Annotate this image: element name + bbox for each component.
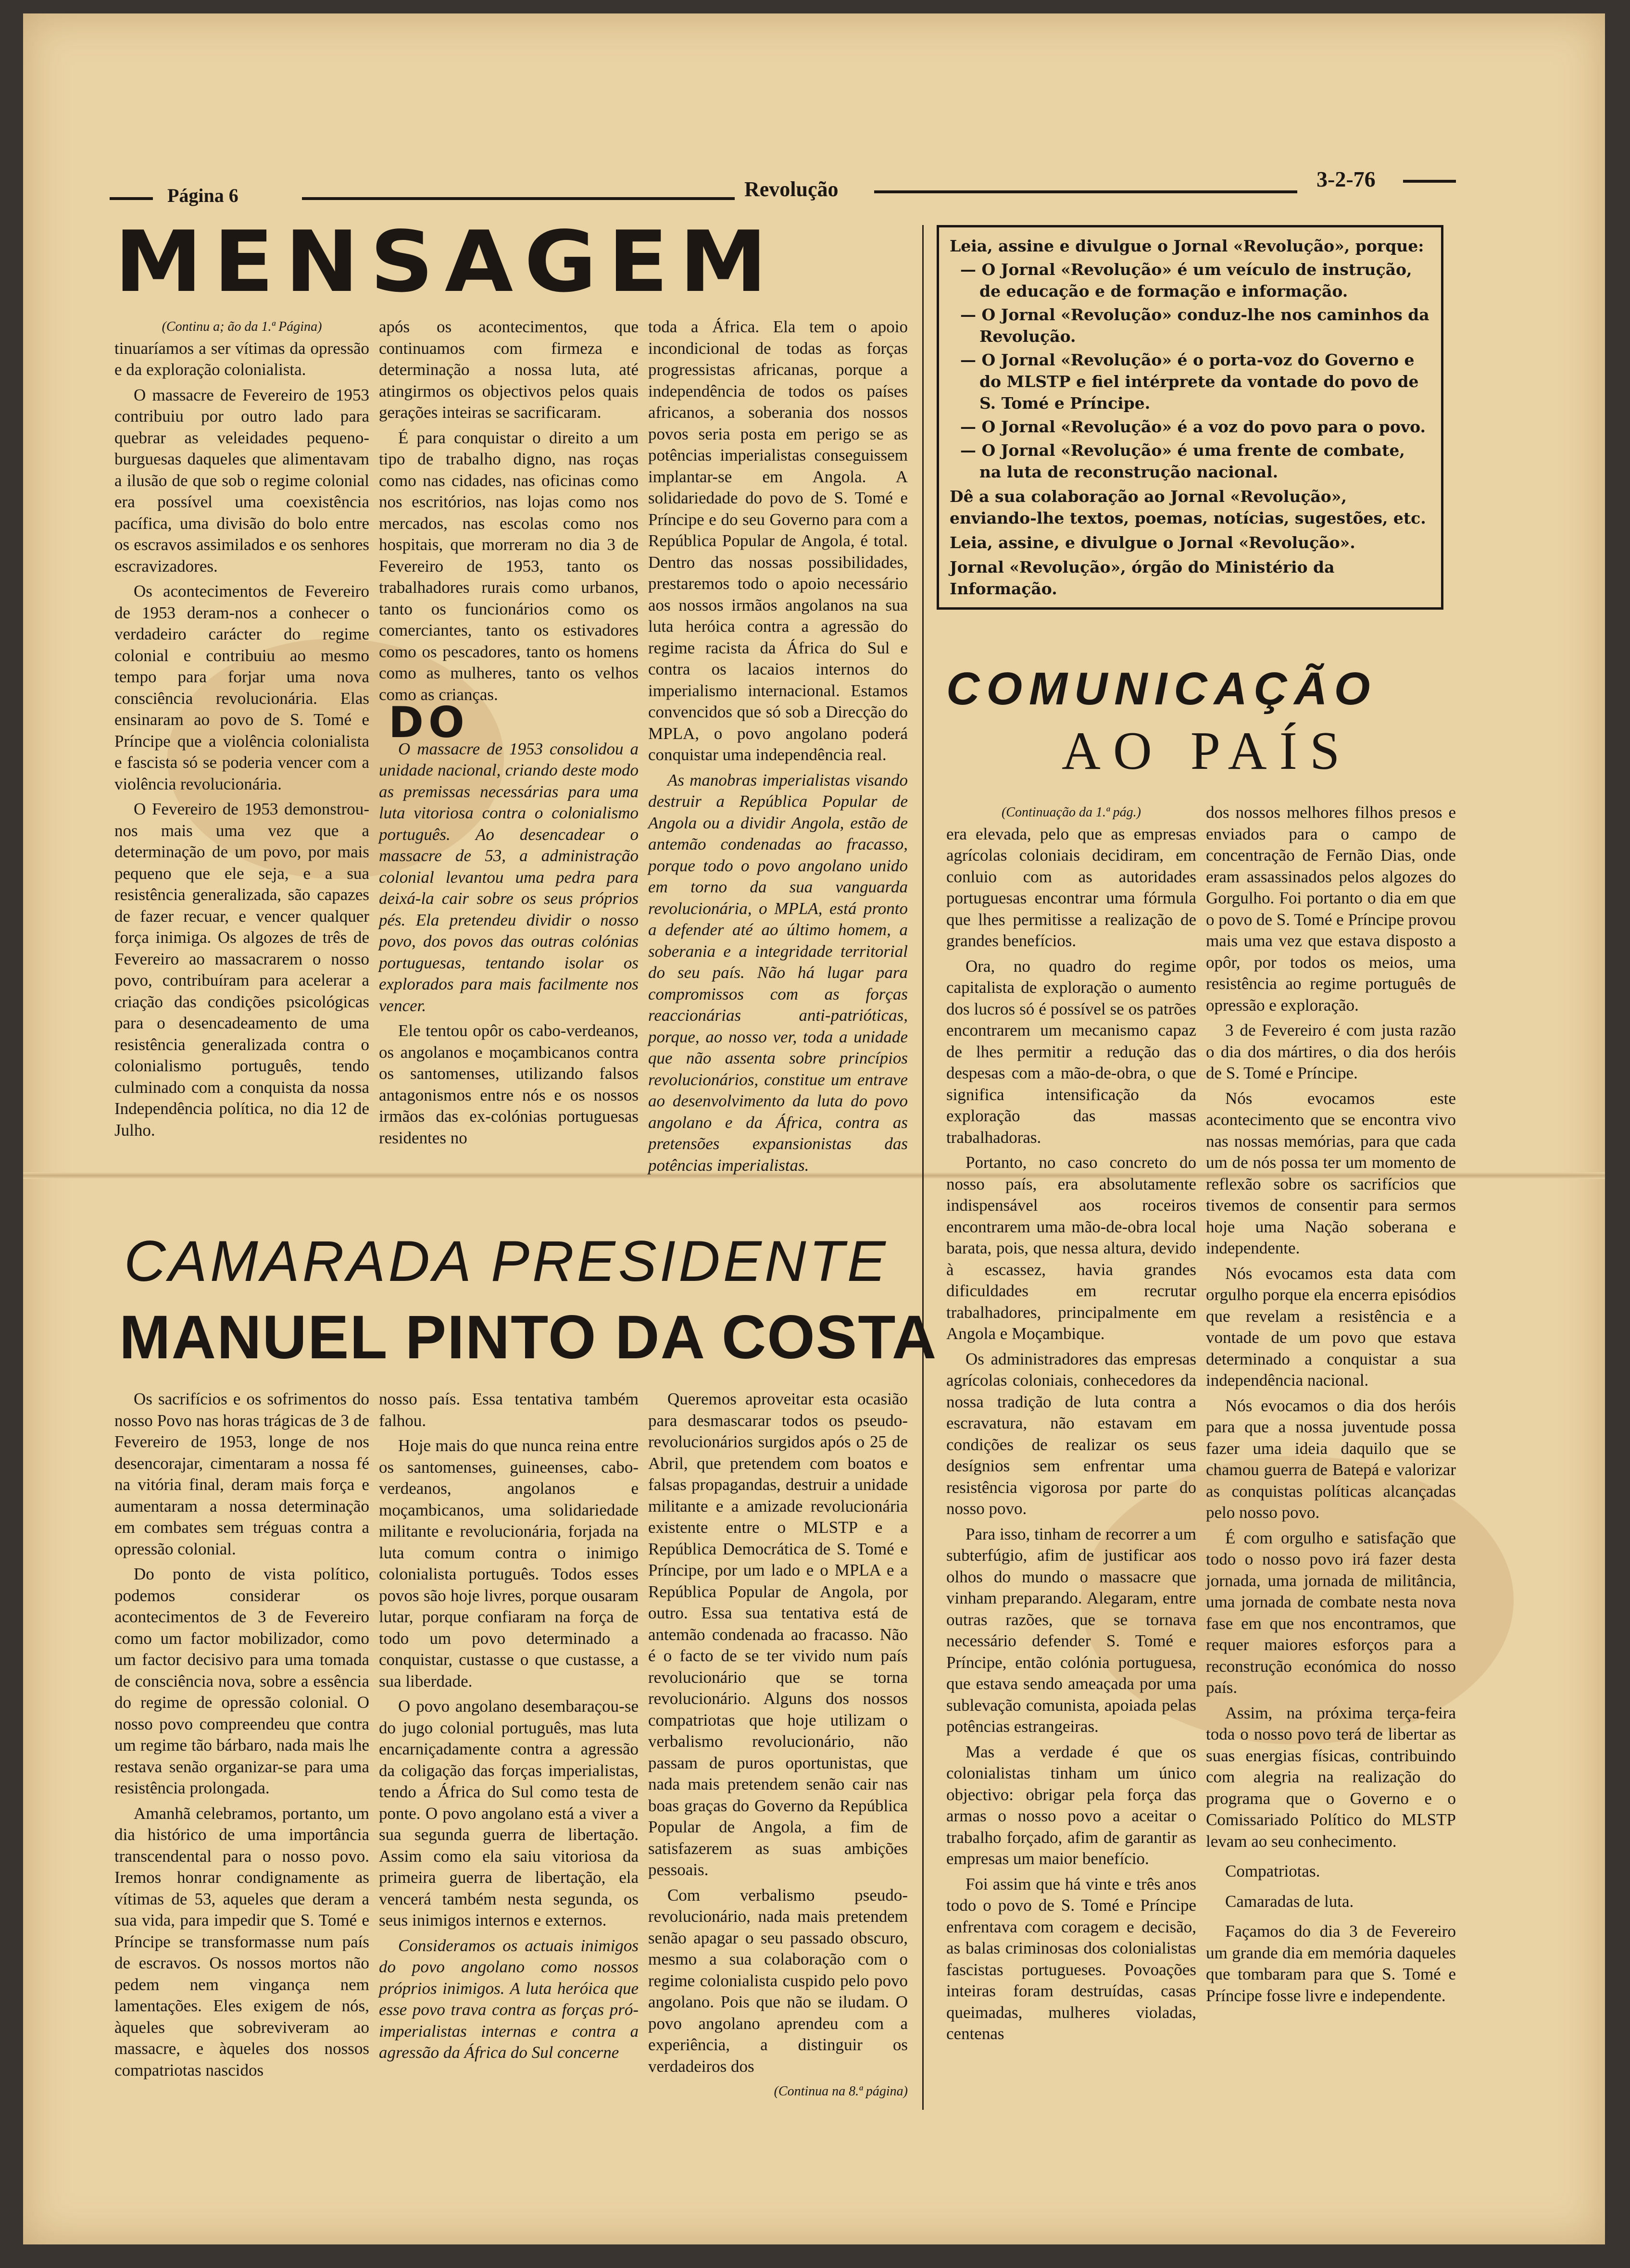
paragraph: Com verbalismo pseudo-revolucionário, nada mais pretendem senão apagar o seu passado obscuro, mesmo a sua colaboração com o regime colonialista cuspido pelo povo angolano. Pois que não se iludam. O povo angolano aprendeu com a experiência, a distinguir os verdadeiros dos [648,1885,908,2076]
headline-do: DO [389,698,469,747]
comunicacao-column-1 [946,802,1196,2049]
issue-date: 3-2-76 [1317,167,1376,191]
comunicacao-column-2 [1206,802,1456,2010]
box-item: — O Jornal «Revolução» é um veículo de instrução, de educação e de formação e informação. [960,260,1412,301]
mensagem-column-1 [114,316,369,1145]
mensagem-column-3 [648,316,908,1180]
paragraph: O Fevereiro de 1953 demonstrou-nos mais uma vez que a determinação de um povo, por mais pequeno que ele seja, e a sua resistência generalizada, são capazes de fazer recuar, e vencer qualquer força inimiga. Os algozes de três de Fevereiro ao massacrarem o nosso povo, contribuíram para acelerar a criação das condições psicológicas para o desencadeamento de uma resistência generalizada contra o colonialismo português, tendo culminado com a conquista da nossa Independência política, no dia 12 de Julho. [114,800,369,1140]
header-rule [1403,180,1456,183]
continuation-note: (Continu a; ão da 1.ª Página) [162,319,322,334]
column-divider [922,225,924,2110]
continuation-note: (Continuação da 1.ª pág.) [1001,805,1141,820]
presidente-column-1 [114,1389,369,2085]
paragraph: após os acontecimentos, que continuamos com firmeza e determinação a nossa luta, até atingirmos os objectivos pelos quais gerações inteiras se sacrificaram. [379,317,639,422]
box-text: Dê a sua colaboração ao Jornal «Revolução», enviando-lhe textos, poemas, notícias, sugestões, etc. [950,487,1426,527]
headline-manuel-pinto-da-costa: MANUEL PINTO DA COSTA [119,1303,938,1372]
paragraph: Mas a verdade é que os colonialistas tinham um único objectivo: obrigar pela força das armas o nosso povo a aceitar o trabalho forçado, afim de garantir as empresas um maior benefício. [946,1742,1196,1868]
paragraph: Nós evocamos este acontecimento que se encontra vivo nas nossas memórias, para que cada um de nós possa ter um momento de reflexão sobre os sacrifícios que tivemos de consentir para sermos hoje uma Nação soberana e independente. [1206,1089,1456,1257]
article-title-mensagem: MENSAGEM [114,213,778,311]
paragraph: Do ponto de vista político, podemos considerar os acontecimentos de 3 de Fevereiro como um factor mobilizador, como um factor decisivo para uma tomada de consciência nova, sobre a essência do regime de opressão colonial. O nosso povo compreendeu que contra um regime tão bárbaro, nada mais lhe restava senão organizar-se para uma resistência prolongada. [114,1565,369,1797]
paragraph: É para conquistar o direito a um tipo de trabalho digno, nas roças como nas cidades, nas oficinas como nos escritórios, nas lojas como nos mercados, nas escolas como nos hospitais, que morreram no dia 3 de Fevereiro de 1953, tanto os trabalhadores rurais como urbanos, tanto os funcionários como os comerciantes, tanto os estivadores como os pescadores, tanto os homens como as mulheres, tanto os velhos como as crianças. [379,428,639,704]
box-item: — O Jornal «Revolução» é a voz do povo para o povo. [960,417,1426,436]
box-item: — O Jornal «Revolução» é o porta-voz do Governo e do MLSTP e fiel intérprete da vontade do povo de S. Tomé e Príncipe. [960,351,1419,413]
paragraph: nosso país. Essa tentativa também falhou. [379,1390,639,1430]
box-text: Leia, assine, e divulgue o Jornal «Revolução». [950,533,1355,552]
paragraph: Para isso, tinham de recorrer a um subterfúgio, afim de justificar aos olhos do mundo o massacre que vinham preparando. Alegaram, entre outras razões, que se tornava necessário defender S. Tomé e Príncipe, então colónia portuguesa, que estava sendo ameaçada por uma sublevação comunista, apoiada pelas potências estrangeiras. [946,1524,1196,1736]
paragraph: Os administradores das empresas agrícolas coloniais, conhecedores da nossa tradição de luta contra a escravatura, não estavam em condições de realizar os seus desígnios sem enfrentar uma resistência vigorosa por parte do nosso povo. [946,1349,1196,1518]
header-rule [874,190,1297,193]
paragraph: Ele tentou opôr os cabo-verdeanos, os angolanos e moçambicanos contra os santomenses, utilizando falsos antagonismos entre nós e os nossos irmãos das ex-colónias portuguesas residentes no [379,1021,639,1147]
paragraph: Nós evocamos o dia dos heróis para que a nossa juventude possa fazer uma ideia daquilo que se chamou guerra de Batepá e valorizar as conquistas políticas alcançadas pelo nosso povo. [1206,1396,1456,1522]
paragraph: Consideramos os actuais inimigos do povo angolano como nossos próprios inimigos. A luta heróica que esse povo trava contra as forças pró-imperialistas internas e contra a agressão da África do Sul concerne [379,1936,639,2062]
paragraph: era elevada, pelo que as empresas agrícolas coloniais decidiram, em conluio com as autoridades portuguesas encontrar uma fórmula que lhes permitisse a realização de grandes benefícios. [946,824,1196,950]
page-number: Página 6 [167,185,238,206]
paragraph: Assim, na próxima terça-feira toda o nosso povo terá de libertar as suas energias físicas, contribuindo com alegria na realização do programa que o Governo e o Comissariado Político do MLSTP levam ao seu conhecimento. [1206,1703,1456,1851]
headline-camarada-presidente: CAMARADA PRESIDENTE [124,1229,889,1293]
header-rule [110,197,153,200]
subscription-box [937,225,1443,610]
paragraph: tinuaríamos a ser vítimas da opressão e da exploração colonialista. [114,338,369,379]
paragraph: Os acontecimentos de Fevereiro de 1953 deram-nos a conhecer o verdadeiro carácter do regime colonial e contribuiu ao mesmo tempo para forjar uma nova consciência revolucionária. Elas ensinaram ao povo de S. Tomé e Príncipe que a violência colonialista e fascista só se poderia vencer com a violência revolucionária. [114,582,369,793]
paragraph: O massacre de Fevereiro de 1953 contribuiu por outro lado para quebrar as veleidades pequeno-burguesas daqueles que alimentavam a ilusão de que sob o regime colonial era possível uma coexistência pacífica, uma divisão do bolo entre os escravos assimilados e os senhores escravizadores. [114,385,369,576]
newspaper-name: Revolução [744,177,839,201]
paragraph: Os sacrifícios e os sofrimentos do nosso Povo nas horas trágicas de 3 de Fevereiro de 1953, longe de nos desencorajar, cimentaram a nossa fé na vitória final, deram mais força e aumentaram a nossa determinação em combates sem tréguas contra a opressão colonial. [114,1390,369,1558]
paragraph: As manobras imperialistas visando destruir a República Popular de Angola ou a dividir Angola, estão de antemão condenadas ao fracasso, porque todo o povo angolano unido em torno da sua vanguarda revolucionária, o MPLA, está pronto a defender até ao último homem, a soberania e a integridade territorial do seu país. Não há lugar para compromissos com as forças reaccionárias anti-patrióticas, porque, ao nosso ver, toda a unidade que não assenta sobre princípios revolucionários, constitue um entrave ao desenvolvimento da luta do povo angolano e da África, contra as pretensões expansionistas das potências imperialistas. [648,770,908,1175]
paragraph: Nós evocamos esta data com orgulho porque ela encerra episódios que revelam a resistência e a vontade de um povo que estava determinado a conquistar a sua independência nacional. [1206,1264,1456,1390]
box-lead: Leia, assine e divulgue o Jornal «Revolução», porque: [950,237,1424,255]
closing-paragraph: Façamos do dia 3 de Fevereiro um grande dia em memória daqueles que tombaram para que S. Tomé e Príncipe fosse livre e independente. [1206,1922,1456,2005]
paragraph: Portanto, no caso concreto do nosso país, era absolutamente indispensável aos roceiros encontrarem uma mão-de-obra local barata, pois, que nessa altura, devido à escassez, havia grandes dificuldades em recrutar trabalhadores, principalmente em Angola e Moçambique. [946,1153,1196,1343]
presidente-column-3 [648,1389,908,2103]
paragraph: O povo angolano desembaraçou-se do jugo colonial português, mas luta encarniçadamente contra a agressão da coligação das forças imperialistas, tendo a África do Sul como testa de ponte. O povo angolano está a viver a sua segunda guerra de libertação. Assim como ela saiu vitoriosa da primeira guerra de libertação, ela vencerá também nesta segunda, os seus inimigos internos e externos. [379,1697,639,1930]
box-item: — O Jornal «Revolução» é uma frente de combate, na luta de reconstrução nacional. [960,441,1405,481]
paragraph: É com orgulho e satisfação que todo o nosso povo irá fazer desta jornada, uma jornada de militância, uma jornada de combate nesta nova fase em que nos encontramos, que requer maiores esforços para a reconstrução económica do nosso país. [1206,1528,1456,1697]
salutation: Compatriotas. [1225,1862,1320,1880]
newspaper-page [23,13,1605,2244]
presidente-column-2 [379,1389,639,2068]
box-item: — O Jornal «Revolução» conduz-lhe nos caminhos da Revolução. [960,305,1429,346]
continuation-note: (Continua na 8.ª página) [774,2084,908,2099]
paragraph: dos nossos melhores filhos presos e enviados para o campo de concentração de Fernão Dias, onde eram assassinados pelos algozes do Gorgulho. Foi portanto o dia em que o povo de S. Tomé e Príncipe provou mais uma vez que estava disposto a opôr, por todos os meios, uma resistência ao regime português de opressão e exploração. [1206,803,1456,1015]
paragraph: Ora, no quadro do regime capitalista de exploração o aumento dos lucros só é possível se os patrões encontrarem um mecanismo capaz de lhes permitir a redução das despesas com a mão-de-obra, o que significa intensificação da exploração das massas trabalhadoras. [946,956,1196,1147]
paragraph: Amanhã celebramos, portanto, um dia histórico de uma importância transcendental para o nosso povo. Iremos honrar condignamente as vítimas de 53, aqueles que deram a sua vida, para impedir que S. Tomé e Príncipe se transformasse num país de escravos. Os nossos mortos não pedem nem vingança nem lamentações. Eles exigem de nós, àqueles que sobreviveram ao massacre, e àqueles dos nossos compatriotas nascidos [114,1804,369,2080]
article-title-comunicacao: COMUNICAÇÃO [946,663,1377,714]
paragraph: 3 de Fevereiro é com justa razão o dia dos mártires, o dia dos heróis de S. Tomé e Príncipe. [1206,1021,1456,1082]
header-rule [302,197,735,200]
article-title-ao-pais: AO PAÍS [1062,721,1353,781]
paragraph: Queremos aproveitar esta ocasião para desmascarar todos os pseudo-revolucionários surgidos após o 25 de Abril, que pretendem com boatos e falsas propagandas, destruir a unidade militante e a amizade revolucionária existente entre o MLSTP e a República Democrática de S. Tomé e Príncipe, por um lado e o MPLA e a República Popular de Angola, por outro. Essa sua tentativa está de antemão condenada ao fracasso. Não é o facto de se ter vivido num país revolucionário que se torna revolucionário. Alguns dos nossos compatriotas que hoje utilizam o verbalismo revolucionário, não passam de puros oportunistas, que nada mais pretendem senão cair nas boas graças do Governo da República Popular de Angola, a fim de satisfazerem as suas ambições pessoais. [648,1390,908,1879]
paragraph: Hoje mais do que nunca reina entre os santomenses, guineenses, cabo-verdeanos, angolanos e moçambicanos, uma solidariedade militante e revolucionária, forjada na luta comum contra o inimigo colonialista português. Todos esses povos são hoje livres, porque ousaram lutar, porque confiaram na força de todo um povo determinado a conquistar, custasse o que custasse, a sua liberdade. [379,1436,639,1691]
paragraph: O massacre de 1953 consolidou a unidade nacional, criando deste modo as premissas necessárias para uma luta vitoriosa contra o colonialismo português. Ao desencadear o massacre de 53, a administração colonial levantou uma pedra para deixá-la cair sobre os seus próprios pés. Ela pretendeu dividir o nosso povo, dos povos das outras colónias portuguesas, tentando isolar os explorados para mais facilmente nos vencer. [379,739,639,1015]
salutation: Camaradas de luta. [1225,1892,1354,1911]
paragraph: toda a África. Ela tem o apoio incondicional de todas as forças progressistas africanas, porque a independência de todos os países africanos, a soberania dos nossos povos seria posta em perigo se as potências imperialistas conseguissem implantar-se em Angola. A solidariedade do povo de S. Tomé e Príncipe e do seu Governo para com a República Popular de Angola, é total. Dentro das nossas possibilidades, prestaremos todo o apoio necessário aos nossos irmãos angolanos na sua luta heróica contra a agressão do regime racista da África do Sul e contra os lacaios internos do imperialismo internacional. Estamos convencidos que só sob a Direcção do MPLA, o povo angolano poderá conquistar uma independência real. [648,317,908,764]
paragraph: Foi assim que há vinte e três anos todo o povo de S. Tomé e Príncipe enfrentava com coragem e decisão, as balas criminosas dos colonialistas fascistas portugueses. Povoações inteiras foram destruídas, casas queimadas, mulheres violadas, centenas [946,1874,1196,2043]
box-text: Jornal «Revolução», órgão do Ministério da Informação. [950,558,1335,598]
mensagem-column-2 [379,316,639,1153]
